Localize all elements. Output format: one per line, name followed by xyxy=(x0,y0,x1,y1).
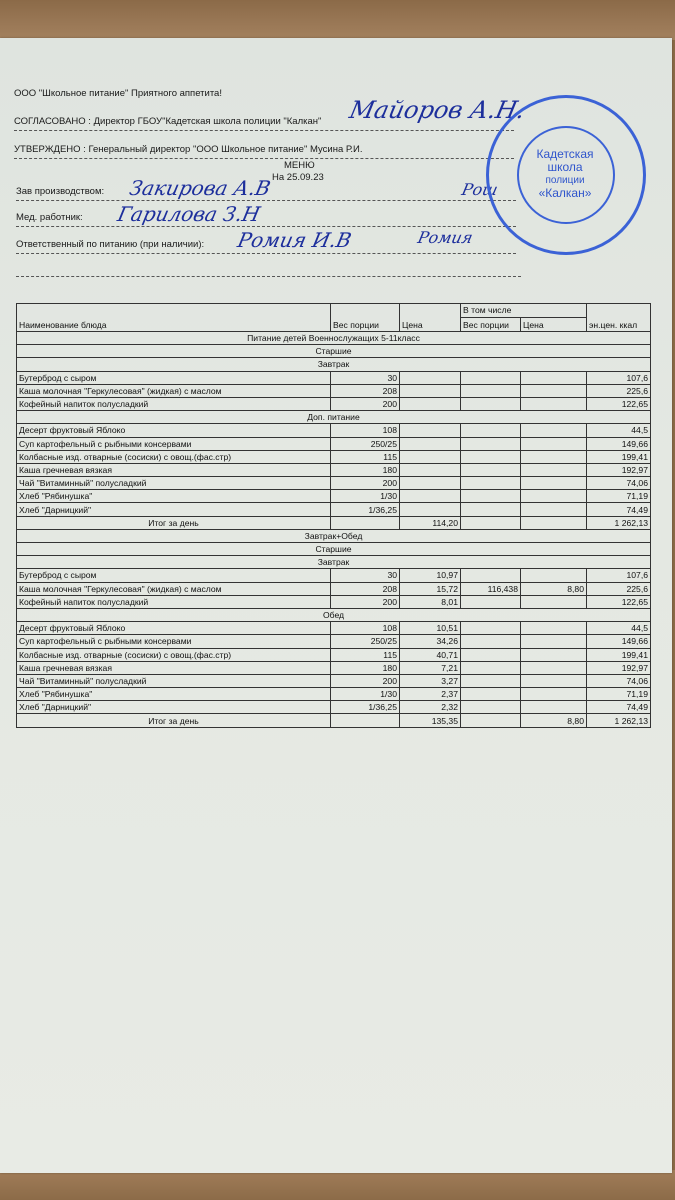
dish-name: Чай "Витаминный" полусладкий xyxy=(17,674,331,687)
dish-weight: 30 xyxy=(331,569,400,582)
dish-row xyxy=(17,701,651,714)
company-line: ООО "Школьное питание" Приятного аппетита! xyxy=(14,88,222,99)
dish-name: Каша гречневая вязкая xyxy=(17,463,331,476)
dish-kcal: 44,5 xyxy=(587,424,651,437)
dish-name: Каша молочная "Геркулесовая" (жидкая) с маслом xyxy=(17,582,331,595)
dish-sub-price xyxy=(521,516,587,529)
dish-price: 15,72 xyxy=(400,582,461,595)
dish-kcal: 74,49 xyxy=(587,503,651,516)
dish-weight: 30 xyxy=(331,371,400,384)
responsible-handwriting: Ромия И.В xyxy=(235,228,354,252)
total-row xyxy=(17,516,651,529)
section-title: Завтрак+Обед xyxy=(17,529,651,542)
col-including-header: В том числе xyxy=(461,304,587,318)
dish-sub-weight xyxy=(461,635,521,648)
dish-kcal: 149,66 xyxy=(587,437,651,450)
dish-price: 10,51 xyxy=(400,622,461,635)
dish-name: Хлеб "Дарницкий" xyxy=(17,701,331,714)
dish-name: Кофейный напиток полусладкий xyxy=(17,595,331,608)
dish-name: Десерт фруктовый Яблоко xyxy=(17,424,331,437)
dish-price: 8,01 xyxy=(400,595,461,608)
stamp-line-1: Кадетская школа xyxy=(536,147,594,174)
dish-sub-price: 8,80 xyxy=(521,714,587,727)
dish-sub-price: 8,80 xyxy=(521,582,587,595)
dish-row xyxy=(17,661,651,674)
dish-price xyxy=(400,397,461,410)
dish-kcal: 192,97 xyxy=(587,661,651,674)
dish-price: 2,32 xyxy=(400,701,461,714)
total-row xyxy=(17,714,651,727)
dish-sub-weight xyxy=(461,674,521,687)
section-title: Доп. питание xyxy=(17,411,651,424)
dish-name: Колбасные изд. отварные (сосиски) с овощ.(фас.стр) xyxy=(17,648,331,661)
dish-sub-price xyxy=(521,635,587,648)
dish-name: Десерт фруктовый Яблоко xyxy=(17,622,331,635)
dish-weight xyxy=(331,516,400,529)
dish-weight: 1/36,25 xyxy=(331,701,400,714)
medic-underline xyxy=(16,226,516,227)
dish-name: Итог за день xyxy=(17,516,331,529)
dish-name: Чай "Витаминный" полусладкий xyxy=(17,477,331,490)
dish-name: Каша молочная "Геркулесовая" (жидкая) с маслом xyxy=(17,384,331,397)
dish-weight: 250/25 xyxy=(331,437,400,450)
col-weight-header: Вес порции xyxy=(331,304,400,332)
dish-price xyxy=(400,450,461,463)
dish-price xyxy=(400,437,461,450)
dish-kcal: 107,6 xyxy=(587,371,651,384)
table-surface-bottom xyxy=(0,1170,675,1200)
dish-row xyxy=(17,635,651,648)
dish-kcal: 1 262,13 xyxy=(587,516,651,529)
section-row xyxy=(17,358,651,371)
dish-kcal: 199,41 xyxy=(587,450,651,463)
confirmed-line: УТВЕРЖДЕНО : Генеральный директор "ООО Школьное питание" Мусина Р.И. xyxy=(14,144,363,155)
dish-sub-price xyxy=(521,490,587,503)
dish-weight: 200 xyxy=(331,674,400,687)
dish-name: Каша гречневая вязкая xyxy=(17,661,331,674)
dish-kcal: 74,49 xyxy=(587,701,651,714)
col-sub-price-header: Цена xyxy=(521,318,587,332)
dish-sub-price xyxy=(521,569,587,582)
approved-line: СОГЛАСОВАНО : Директор ГБОУ"Кадетская школа полиции "Калкан" xyxy=(14,116,322,127)
col-sub-weight-header: Вес порции xyxy=(461,318,521,332)
section-row xyxy=(17,332,651,345)
production-handwriting: Закирова А.В xyxy=(127,176,273,200)
signature-scribble-2: Ромия xyxy=(415,228,475,247)
dish-sub-price xyxy=(521,648,587,661)
production-label: Зав производством: xyxy=(16,186,105,197)
dish-kcal: 74,06 xyxy=(587,674,651,687)
dish-price: 135,35 xyxy=(400,714,461,727)
dish-name: Кофейный напиток полусладкий xyxy=(17,397,331,410)
dish-row xyxy=(17,569,651,582)
dish-kcal: 107,6 xyxy=(587,569,651,582)
dish-row xyxy=(17,384,651,397)
dish-sub-price xyxy=(521,397,587,410)
menu-title: МЕНЮ xyxy=(284,160,315,171)
director-handwriting: Майоров А.Н. xyxy=(347,96,528,124)
dish-sub-weight xyxy=(461,424,521,437)
dish-sub-price xyxy=(521,688,587,701)
dish-weight: 200 xyxy=(331,477,400,490)
dish-weight: 115 xyxy=(331,648,400,661)
dish-price xyxy=(400,384,461,397)
dish-weight: 180 xyxy=(331,463,400,476)
responsible-label: Ответственный по питанию (при наличии): xyxy=(16,239,205,250)
dish-sub-weight xyxy=(461,688,521,701)
dish-sub-price xyxy=(521,477,587,490)
dish-name: Хлеб "Рябинушка" xyxy=(17,688,331,701)
col-energy-header: эн.цен. ккал xyxy=(587,304,651,332)
dish-name: Колбасные изд. отварные (сосиски) с овощ.(фас.стр) xyxy=(17,450,331,463)
dish-sub-weight xyxy=(461,503,521,516)
medic-label: Мед. работник: xyxy=(16,212,83,223)
dish-sub-weight xyxy=(461,595,521,608)
section-title: Завтрак xyxy=(17,358,651,371)
dish-price: 3,27 xyxy=(400,674,461,687)
dish-sub-weight xyxy=(461,477,521,490)
dish-kcal: 192,97 xyxy=(587,463,651,476)
dish-name: Хлеб "Дарницкий" xyxy=(17,503,331,516)
section-row xyxy=(17,345,651,358)
dish-kcal: 1 262,13 xyxy=(587,714,651,727)
dish-name: Бутерброд с сыром xyxy=(17,569,331,582)
menu-date: На 25.09.23 xyxy=(272,172,324,183)
dish-sub-weight xyxy=(461,384,521,397)
dish-sub-price xyxy=(521,371,587,384)
dish-sub-price xyxy=(521,701,587,714)
dish-sub-weight xyxy=(461,450,521,463)
dish-weight: 208 xyxy=(331,384,400,397)
dish-name: Бутерброд с сыром xyxy=(17,371,331,384)
dish-sub-weight xyxy=(461,569,521,582)
dish-sub-weight xyxy=(461,622,521,635)
dish-price xyxy=(400,424,461,437)
approved-underline xyxy=(14,130,514,131)
responsible-underline xyxy=(16,253,516,254)
dish-row xyxy=(17,371,651,384)
dish-sub-price xyxy=(521,595,587,608)
dish-price: 34,26 xyxy=(400,635,461,648)
dish-price: 40,71 xyxy=(400,648,461,661)
dish-weight: 1/36,25 xyxy=(331,503,400,516)
dish-sub-price xyxy=(521,384,587,397)
production-underline xyxy=(16,200,516,201)
dish-kcal: 71,19 xyxy=(587,688,651,701)
stamp-text xyxy=(520,148,610,200)
dish-sub-weight xyxy=(461,661,521,674)
dish-sub-price xyxy=(521,450,587,463)
dish-name: Итог за день xyxy=(17,714,331,727)
dish-sub-price xyxy=(521,503,587,516)
dish-row xyxy=(17,397,651,410)
dish-weight: 200 xyxy=(331,397,400,410)
dish-price: 2,37 xyxy=(400,688,461,701)
dish-weight: 108 xyxy=(331,424,400,437)
dish-kcal: 225,6 xyxy=(587,582,651,595)
dish-price: 114,20 xyxy=(400,516,461,529)
dish-sub-price xyxy=(521,424,587,437)
section-row xyxy=(17,411,651,424)
dish-row xyxy=(17,477,651,490)
dish-price: 10,97 xyxy=(400,569,461,582)
menu-table xyxy=(16,303,651,728)
dish-kcal: 44,5 xyxy=(587,622,651,635)
dish-row xyxy=(17,463,651,476)
dish-row xyxy=(17,437,651,450)
dish-kcal: 122,65 xyxy=(587,595,651,608)
section-row xyxy=(17,608,651,621)
dish-sub-weight xyxy=(461,516,521,529)
dish-sub-price xyxy=(521,622,587,635)
dish-sub-weight xyxy=(461,648,521,661)
dish-sub-weight xyxy=(461,463,521,476)
dish-kcal: 199,41 xyxy=(587,648,651,661)
table-header-row xyxy=(17,304,651,318)
dish-sub-weight xyxy=(461,490,521,503)
dish-weight: 200 xyxy=(331,595,400,608)
table-surface-top xyxy=(0,0,675,40)
dish-sub-weight xyxy=(461,397,521,410)
dish-sub-weight xyxy=(461,714,521,727)
dish-kcal: 149,66 xyxy=(587,635,651,648)
dish-price xyxy=(400,503,461,516)
dish-weight: 1/30 xyxy=(331,490,400,503)
stamp-line-3: «Калкан» xyxy=(538,186,592,200)
dish-weight: 108 xyxy=(331,622,400,635)
dish-price xyxy=(400,463,461,476)
separator-dashes xyxy=(16,276,521,277)
section-title: Обед xyxy=(17,608,651,621)
dish-sub-price xyxy=(521,674,587,687)
section-title: Завтрак xyxy=(17,556,651,569)
dish-weight: 208 xyxy=(331,582,400,595)
dish-sub-weight xyxy=(461,371,521,384)
section-title: Старшие xyxy=(17,543,651,556)
dish-row xyxy=(17,450,651,463)
dish-weight: 250/25 xyxy=(331,635,400,648)
dish-row xyxy=(17,503,651,516)
dish-row xyxy=(17,490,651,503)
dish-weight: 180 xyxy=(331,661,400,674)
section-title: Старшие xyxy=(17,345,651,358)
dish-kcal: 225,6 xyxy=(587,384,651,397)
signature-scribble-1: Рош xyxy=(459,180,500,199)
dish-sub-price xyxy=(521,437,587,450)
dish-kcal: 71,19 xyxy=(587,490,651,503)
col-price-header: Цена xyxy=(400,304,461,332)
section-row xyxy=(17,543,651,556)
dish-row xyxy=(17,622,651,635)
dish-sub-weight: 116,438 xyxy=(461,582,521,595)
dish-name: Суп картофельный с рыбными консервами xyxy=(17,437,331,450)
dish-row xyxy=(17,582,651,595)
dish-row xyxy=(17,648,651,661)
dish-row xyxy=(17,674,651,687)
col-name-header: Наименование блюда xyxy=(17,304,331,332)
dish-weight xyxy=(331,714,400,727)
dish-price xyxy=(400,490,461,503)
dish-sub-weight xyxy=(461,701,521,714)
section-title: Питание детей Военнослужащих 5-11класс xyxy=(17,332,651,345)
dish-row xyxy=(17,688,651,701)
dish-kcal: 122,65 xyxy=(587,397,651,410)
dish-price: 7,21 xyxy=(400,661,461,674)
dish-price xyxy=(400,371,461,384)
dish-name: Суп картофельный с рыбными консервами xyxy=(17,635,331,648)
dish-sub-weight xyxy=(461,437,521,450)
section-row xyxy=(17,529,651,542)
dish-row xyxy=(17,595,651,608)
dish-weight: 115 xyxy=(331,450,400,463)
section-row xyxy=(17,556,651,569)
dish-name: Хлеб "Рябинушка" xyxy=(17,490,331,503)
stamp-line-2: полиции xyxy=(545,175,585,186)
dish-weight: 1/30 xyxy=(331,688,400,701)
dish-kcal: 74,06 xyxy=(587,477,651,490)
confirmed-underline xyxy=(14,158,514,159)
dish-sub-price xyxy=(521,463,587,476)
dish-sub-price xyxy=(521,661,587,674)
medic-handwriting: Гарилова З.Н xyxy=(115,202,263,226)
dish-price xyxy=(400,477,461,490)
dish-row xyxy=(17,424,651,437)
